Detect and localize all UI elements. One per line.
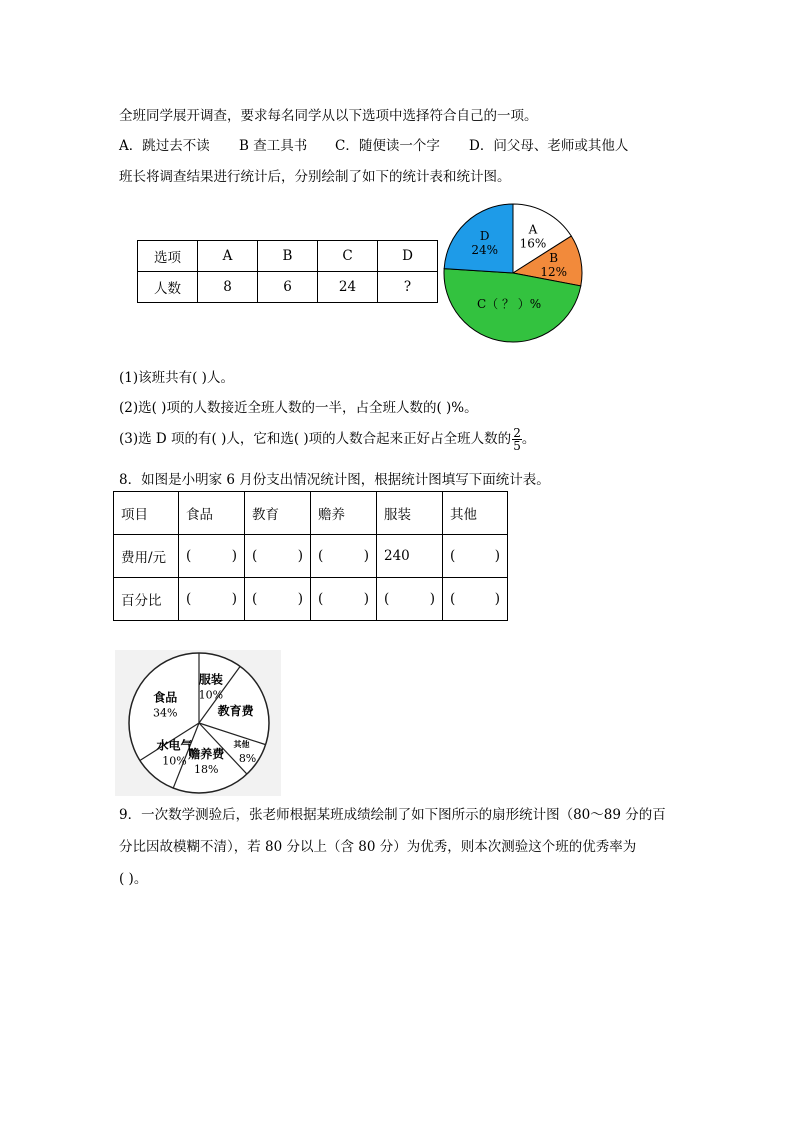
q7-sub1: (1)该班共有( )人。 — [119, 370, 234, 386]
q7-sub2: (2)选( )项的人数接近全班人数的一半，占全班人数的( )%。 — [119, 400, 478, 416]
pie-label: 服装 — [198, 672, 223, 687]
pie-label: A — [528, 222, 538, 237]
table-cell: 费用/元 — [114, 535, 179, 578]
pie-percent: 10% — [198, 688, 224, 702]
table-cell: 教育 — [245, 492, 311, 535]
table-cell: 240 — [377, 535, 443, 578]
q7-sub3-end: 。 — [521, 431, 536, 447]
pie-percent: 24% — [471, 242, 498, 257]
pie-label: D — [479, 228, 490, 243]
q7-summary: 班长将调查结果进行统计后，分别绘制了如下的统计表和统计图。 — [119, 169, 511, 185]
table-cell — [245, 535, 311, 578]
table-cell — [179, 578, 245, 621]
option-c: C．随便读一个字 — [335, 138, 440, 154]
q7-sub3 — [119, 427, 535, 452]
pie-slice-d — [444, 204, 513, 273]
paren-close: ) — [231, 548, 237, 564]
table-cell: C — [318, 241, 378, 272]
fraction-numerator: 2 — [513, 426, 521, 440]
table-cell: 其他 — [443, 492, 508, 535]
table-cell — [443, 578, 508, 621]
pie-label: 食品 — [153, 690, 178, 705]
paren-close: ) — [494, 591, 500, 607]
paren-close: ) — [363, 548, 369, 564]
paren-open: ( — [252, 591, 258, 607]
table-cell: 6 — [258, 272, 318, 303]
q8-table — [113, 491, 508, 621]
q8-title: 8．如图是小明家 6 月份支出情况统计图，根据统计图填写下面统计表。 — [119, 472, 550, 488]
pie-percent: 34% — [153, 706, 178, 720]
table-row — [114, 492, 508, 535]
table-row — [114, 535, 508, 578]
table-cell: D — [378, 241, 438, 272]
table-cell: 人数 — [138, 272, 198, 303]
table-cell: 服装 — [377, 492, 443, 535]
paren-open: ( — [252, 548, 258, 564]
pie-percent: 10% — [162, 754, 187, 768]
option-a: A．跳过去不读 — [119, 138, 210, 154]
q7-pie-chart — [440, 200, 590, 348]
paren-close: ) — [363, 591, 369, 607]
paren-open: ( — [450, 548, 456, 564]
paren-close: ) — [297, 591, 303, 607]
table-cell: 赡养 — [311, 492, 377, 535]
table-cell — [311, 578, 377, 621]
table-cell — [443, 535, 508, 578]
table-cell: 选项 — [138, 241, 198, 272]
paren-close: ) — [429, 591, 435, 607]
paren-open: ( — [450, 591, 456, 607]
paren-open: ( — [186, 548, 192, 564]
paren-close: ) — [494, 548, 500, 564]
table-cell — [245, 578, 311, 621]
fraction-denominator: 5 — [513, 439, 521, 453]
q7-table — [137, 240, 438, 303]
q7-options — [119, 134, 628, 154]
pie-percent: 18% — [193, 762, 219, 776]
q7-intro: 全班同学展开调查，要求每名同学从以下选项中选择符合自己的一项。 — [119, 108, 538, 124]
paren-open: ( — [318, 548, 324, 564]
q8-pie-chart — [115, 650, 281, 796]
pie-label: 赡养费 — [188, 746, 225, 761]
pie-percent: 12% — [540, 265, 568, 280]
option-b: B 查工具书 — [239, 138, 308, 154]
q9-line2: 分比因故模糊不清），若 80 分以上（含 80 分）为优秀，则本次测验这个班的优秀率为 — [119, 839, 637, 855]
table-cell: 百分比 — [114, 578, 179, 621]
table-cell: 食品 — [179, 492, 245, 535]
paren-open: ( — [384, 591, 390, 607]
table-cell: B — [258, 241, 318, 272]
pie-label: 教育费 — [217, 704, 254, 719]
pie-percent: 16% — [519, 236, 547, 251]
pie-label: 其他 — [233, 739, 250, 750]
table-cell: 项目 — [114, 492, 179, 535]
table-cell: ? — [378, 272, 438, 303]
pie-percent: 8% — [238, 752, 257, 766]
table-row — [114, 578, 508, 621]
table-cell: 24 — [318, 272, 378, 303]
pie-label: B — [549, 251, 559, 266]
table-cell — [179, 535, 245, 578]
option-d: D．问父母、老师或其他人 — [469, 138, 629, 154]
paren-close: ) — [297, 548, 303, 564]
table-row — [138, 272, 438, 303]
paren-close: ) — [231, 591, 237, 607]
paren-open: ( — [186, 591, 192, 607]
table-cell: A — [198, 241, 258, 272]
table-row — [138, 241, 438, 272]
table-cell — [377, 578, 443, 621]
q9-line1: 9．一次数学测验后，张老师根据某班成绩绘制了如下图所示的扇形统计图（80～89 分的百 — [119, 807, 666, 823]
table-cell — [311, 535, 377, 578]
q7-sub3-text: (3)选 D 项的有( )人，它和选( )项的人数合起来正好占全班人数的 — [119, 431, 512, 447]
pie-label: 水电气 — [156, 738, 193, 753]
q9-line3: ( )。 — [119, 871, 148, 887]
fraction — [512, 427, 522, 452]
table-cell: 8 — [198, 272, 258, 303]
paren-open: ( — [318, 591, 324, 607]
pie-label: C（ ？ ）% — [476, 296, 542, 311]
